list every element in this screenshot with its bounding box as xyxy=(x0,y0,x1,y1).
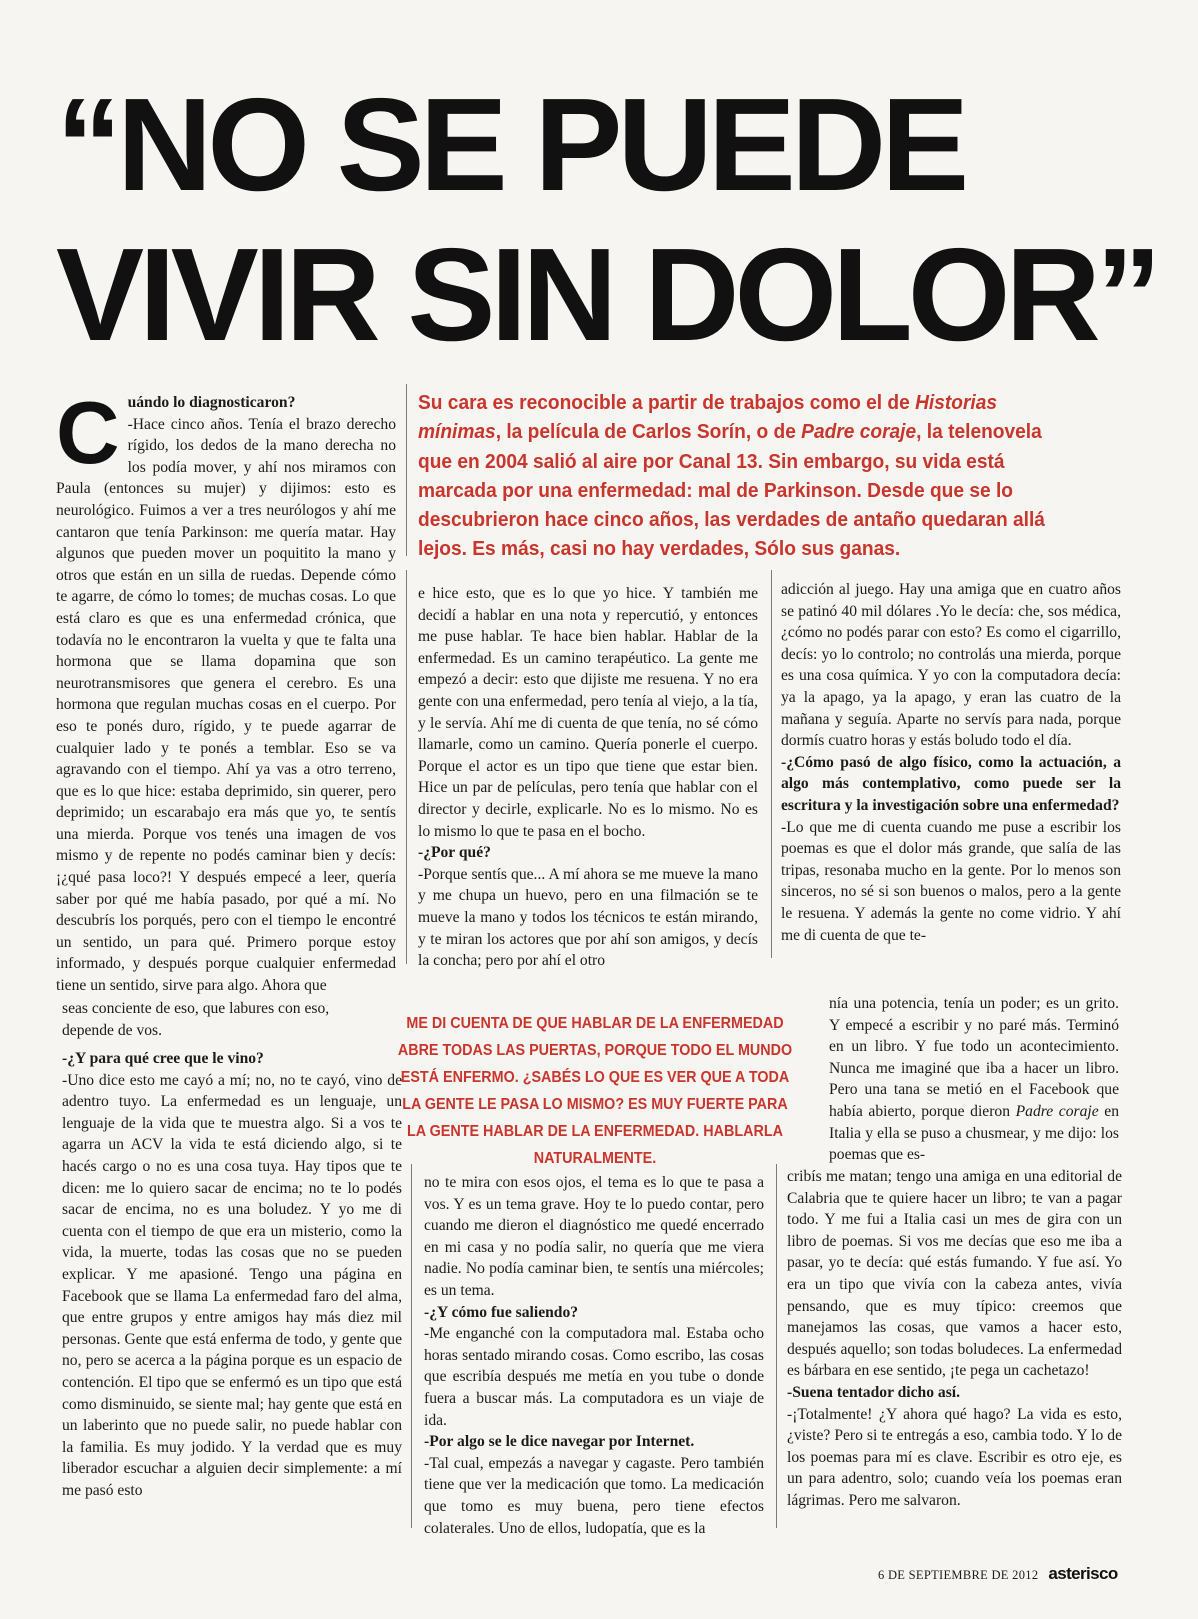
interview-question: -Por algo se le dice navegar por Internet. xyxy=(424,1433,695,1451)
headline-line-2: VIVIR SIN DOLOR” xyxy=(56,221,1157,368)
interview-question: uándo lo diagnosticaron? xyxy=(127,394,296,411)
interview-answer xyxy=(829,993,1119,1166)
article-column-2-lower xyxy=(424,1172,764,1539)
column-divider xyxy=(776,1164,777,1528)
article-column-3-lower xyxy=(787,1166,1122,1512)
article-column-1-lower xyxy=(62,1048,402,1501)
interview-answer: -Tal cual, empezás a navegar y cagaste. Pero también tiene que ver la medicación que tomo. La medicación que tomo es muy buena, pero tiene efectos colaterales. Uno de ellos, ludopatía, que es la xyxy=(424,1454,764,1537)
interview-answer: adicción al juego. Hay una amiga que en cuatro años se patinó 40 mil dólares .Yo le decía: che, sos médica, ¿cómo no podés parar con esto? Es como el cigarrillo, decís: yo lo controlo; no controlás una mierda, porque es una cosa química. Y yo con la computadora decía: ya la apago, ya la apago, y eran las cuatro de la mañana y seguía. Aparte no servís para nada, porque dormís cuatro horas y estás boludo todo el día. xyxy=(781,581,1121,750)
interview-answer: -Lo que me di cuenta cuando me puse a escribir los poemas es que el dolor más grande, que salía de las tripas, resonaba mucho en la gente. Por lo menos son sinceros, no sé si son buenos o malos, pero a la gente le resuena. Y además la gente no come vidrio. Y ahí me di cuenta de que te- xyxy=(781,818,1121,944)
drop-cap: C xyxy=(56,383,120,482)
lead-work-title: Historias mínimas xyxy=(418,391,998,444)
interview-answer: -Me enganché con la computadora mal. Estaba ocho horas sentado mirando cosas. Como escribo, las cosas que escribía después me metía en you tube o donde fuera a buscar más. La computadora es un viaje de ida. xyxy=(424,1325,764,1429)
pull-quote: ME DI CUENTA DE QUE HABLAR DE LA ENFERMEDAD ABRE TODAS LAS PUERTAS, PORQUE TODO EL MUNDO ESTÁ ENFERMO. ¿SABÉS LO QUE ES VER QUE A TODA LA GENTE LE PASA LO MISMO? ES MUY FUERTE PARA LA GENTE HABLAR DE LA ENFERMEDAD. HABLARLA NATURALMENTE. xyxy=(397,1015,793,1167)
interview-answer: e hice esto, que es lo que yo hice. Y también me decidí a hablar en una nota y repercutió, y entonces me puse hablar. Te hace bien hablar. Hablar de la enfermedad. Es un camino terapéutico. La gente me empezó a decir: esto que dijiste me resuena. Y no era gente con una enfermedad, pero tenía al viejo, a la tía, y le servía. Ahí me di cuenta de que tenía, no sé cómo llamarle, como un camino. Quería ponerle el cuerpo. Porque el actor es un tipo que tiene que estar bien. Hice un par de películas, pero tenía que hablar con el director y decirle, explicarle. No es lo mismo. No es lo mismo lo que te pasa en el bocho. xyxy=(418,585,758,840)
lead-work-title: Padre coraje xyxy=(801,420,917,444)
column-divider xyxy=(406,570,407,964)
interview-answer: cribís me matan; tengo una amiga en una editorial de Calabria que te quiere hacer un libro; te van a pagar todo. Y me fui a Italia casi un mes de gira con un libro de poemas. Si vos me decías que eso me iba a pasar, yo te decía: qué estás fumando. Y fue así. Yo era un tipo que vivía con la cabeza antes, vivía pensando, que es muy típico: creemos que manejamos las cosas, que vamos a hacer esto, después aquello; son todas boludeces. La enfermedad es bárbara en ese sentido, ¡te pega un cachetazo! xyxy=(787,1168,1122,1380)
work-title: Padre coraje xyxy=(1015,1102,1099,1120)
article-column-3 xyxy=(781,579,1121,946)
column-divider xyxy=(411,1164,412,1528)
column-divider xyxy=(406,384,407,556)
headline xyxy=(56,70,1157,370)
interview-answer: -Uno dice esto me cayó a mí; no, no te cayó, vino de adentro tuyo. La enfermedad es un lenguaje, un lenguaje de la vida que te muestra algo. Si a vos te agarra un ACV la vida te está diciendo algo, si te hacés cargo o no es una cosa tuya. Hay tipos que te dicen: me lo quiero sacar de encima; no te lo podés sacar de encima, no es una boludez. Y yo me di cuenta con el tiempo de que era un misterio, como la vida, la muerte, todas las cosas que no se pueden explicar. Y me apasioné. Tengo una página en Facebook que se llama La enfermedad faro del alma, que entre grupos y entre amigos hay más diez mil personas. Gente que está enferma de todo, y gente que no, pero se acerca a la página porque es un espacio de contención. El tipo que se enfermó es un tipo que está como disminuido, se siente mal; hay gente que está en un laberinto que no puede salir, no puede hablar con la familia. Es muy jodido. Y la verdad que es muy liberador escuchar a alguien decir simplemente: a mí me pasó esto xyxy=(62,1071,402,1499)
interview-answer: -¡Totalmente! ¿Y ahora qué hago? La vida es esto, ¿viste? Pero si te entregás a eso, cambia todo. Y lo de los poemas para mí es clave. Escribir es otro eje, es un para adentro, solo; cuando veía los poemas eran lágrimas. Pero me salvaron. xyxy=(787,1405,1122,1509)
lead-text: , la película de Carlos Sorín, o de xyxy=(495,420,802,444)
article-column-3-narrow xyxy=(829,993,1119,1166)
headline-line-1: “NO SE PUEDE xyxy=(56,71,965,218)
interview-question: -Suena tentador dicho así. xyxy=(787,1383,961,1401)
issue-date: 6 DE SEPTIEMBRE DE 2012 xyxy=(878,1568,1039,1582)
answer-text: nía una potencia, tenía un poder; es un grito. Y empecé a escribir y no paré más. Terminó en un libro. Y fue todo un acontecimiento. Nunca me imaginé que iba a hacer un libro. Pero una tana se metió en el Facebook que había abierto, porque dieron xyxy=(829,995,1119,1120)
interview-answer: -Porque sentís que... A mí ahora se me mueve la mano y me chupa un huevo, pero en una filmación se te mueve la mano y todos los técnicos te están mirando, y te miran los actores que por ahí son amigos, y decís la concha; pero por ahí el otro xyxy=(418,865,758,970)
interview-question: -¿Y para qué cree que le vino? xyxy=(62,1050,264,1067)
answer-text: en Italia y ella se puso a chusmear, y me dijo: los poemas que es- xyxy=(829,1102,1119,1164)
article-column-1-narrow xyxy=(62,998,362,1041)
article-column-2 xyxy=(418,583,758,972)
lead-paragraph xyxy=(418,388,1075,564)
interview-question: -¿Cómo pasó de algo físico, como la actuación, a algo más contemplativo, como puede ser la escritura y la investigación sobre una enfermedad? xyxy=(781,753,1121,814)
interview-answer: no te mira con esos ojos, el tema es lo que te pasa a vos. Y es un tema grave. Hoy te lo puedo contar, pero cuando me dieron el diagnóstico me quedé encerrado en mi casa y no podía salir, no quería que me viera nadie. No podía caminar bien, te sentís una miércoles; es un tema. xyxy=(424,1174,764,1299)
interview-question: -¿Por qué? xyxy=(418,844,491,862)
interview-answer: -Hace cinco años. Tenía el brazo derecho rígido, los dedos de la mano derecha no los podía mover, y ahí nos miramos con Paula (entonces su mujer) y dijimos: esto es neurológico. Fuimos a ver a tres neurólogos y ahí me cantaron que tenía Parkinson: me quería matar. Hay algunos que pueden mover un poquitito la mano y otros que están en un silla de ruedas. Depende cómo te agarre, de cómo lo tomes; de muchas cosas. Lo que está claro es que es una enfermedad crónica, que todavía no le encontraron la vuelta y que te falta una hormona que se llama dopamina que son neurotransmisores que genera el cerebro. Es una hormona que regulan muchas cosas en el cuerpo. Por eso te ponés duro, rígido, y te puede agarrar de cualquier lado y te ponés a temblar. Eso se va agravando con el tiempo. Ahí ya vas a otro terreno, que es lo que hice: estaba deprimido, sin querer, pero deprimido; un escarabajo era más que yo, te sentís una mierda. Porque vos tenés una imagen de vos mismo y de repente no podés caminar bien y decís: ¡¿qué pasa loco?! Y después empecé a leer, quería saber por qué me había pasado, por qué a mí. No descubrís los porqués, pero con el tiempo le encontré un sentido, un para qué. Primero porque estoy informado, y después porque cualquier enfermedad tiene un sentido, sirve para algo. Ahora que xyxy=(56,415,396,995)
column-divider xyxy=(771,570,772,958)
page-footer xyxy=(878,1564,1138,1584)
magazine-logo: asterisco xyxy=(1048,1564,1118,1583)
interview-answer: seas conciente de eso, que labures con eso, depende de vos. xyxy=(62,1000,330,1039)
lead-text: Su cara es reconocible a partir de trabajos como el de xyxy=(418,391,916,414)
interview-question: -¿Y cómo fue saliendo? xyxy=(424,1303,579,1321)
lead-text: , la telenovela que en 2004 salió al aire por Canal 13. Sin embargo, su vida está marcada por una enfermedad: mal de Parkinson. Desde que se lo descubrieron hace cinco años, las verdades de antaño quedaran allá lejos. Es más, casi no hay verdades, Sólo sus ganas. xyxy=(418,420,1045,561)
article-column-1 xyxy=(56,383,396,997)
